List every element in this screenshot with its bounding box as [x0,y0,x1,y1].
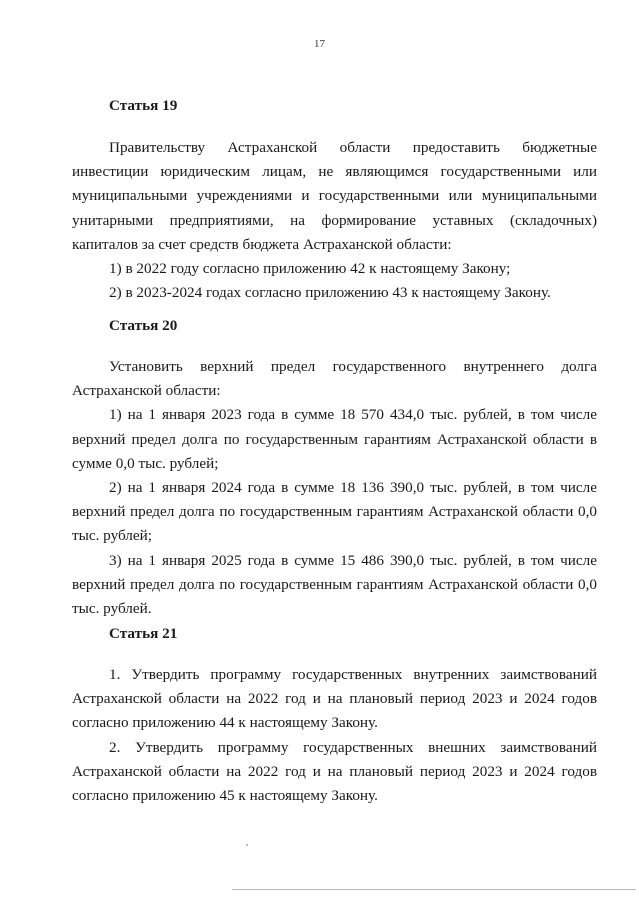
article-21-item-2: 2. Утвердить программу государственных внешних заимствований Астраханской области на 2022 год и на плановый период 2023 и 2024 годов согласно приложению 45 к настоящему Закону. [72,738,597,805]
article-20-item-2: 2) на 1 января 2024 года в сумме 18 136 390,0 тыс. рублей, в том числе верхний предел долга по государственным гарантиям Астраханской области 0,0 тыс. рублей; [72,479,597,545]
article-21-item-1: 1. Утвердить программу государственных внутренних заимствований Астраханской области на 2022 год и на плановый период 2023 и 2024 годов согласно приложению 44 к настоящему Закону. [72,666,597,732]
article-20-item-3: 3) на 1 января 2025 года в сумме 15 486 390,0 тыс. рублей, в том числе верхний предел долга по государственным гарантиям Астраханской области 0,0 тыс. рублей. [72,551,597,618]
scan-artifact-dot [246,844,248,846]
article-19-body [72,136,597,305]
article-20-body [72,355,597,621]
article-21-body [72,663,597,808]
article-21-heading: Статья 21 [109,625,178,642]
article-20-paragraph: Установить верхний предел государственного внутреннего долга Астраханской области: [72,358,597,400]
article-19-item-2: 2) в 2023-2024 годах согласно приложению 43 к настоящему Закону. [109,284,551,302]
scan-artifact-line [232,889,636,890]
article-19-item-1: 1) в 2022 году согласно приложению 42 к настоящему Закону; [109,260,511,278]
article-20-heading: Статья 20 [109,317,178,334]
article-19-paragraph: Правительству Астраханской области предоставить бюджетные инвестиции юридическим лицам, не являющимся государственными или муниципальными учреждениями и государственными или муниципальными унитарными предприятиями, на формирование уставных (складочных) капиталов за счет средств бюджета Астраханской области: [72,139,597,253]
article-20-item-1: 1) на 1 января 2023 года в сумме 18 570 434,0 тыс. рублей, в том числе верхний предел долга по государственным гарантиям Астраханской области в сумме 0,0 тыс. рублей; [72,406,597,472]
page-number: 17 [314,38,325,50]
article-19-heading: Статья 19 [109,97,178,114]
